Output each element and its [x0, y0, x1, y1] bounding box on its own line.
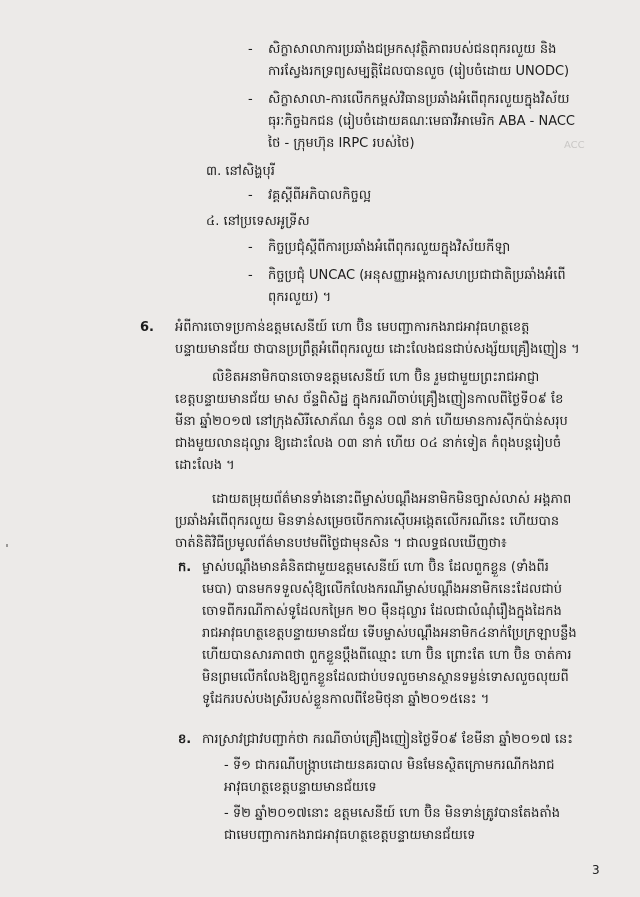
paragraph-line: ដោះលែង ។	[175, 458, 235, 473]
paragraph-line: លិខិតអនាមិកបានចោទឧត្តមសេនីយ៍ ហោ ប៊ិន រួមជាមួយព្រះរាជអាជ្ញា	[212, 370, 540, 385]
scan-speck	[6, 544, 8, 547]
item-line: រាជអាវុធហត្ថខេត្តបន្ទាយមានជ័យ ទើបម្ចាស់បណ្តឹងអនាមិក៤នាក់ប្រែក្រឡាបន្លឹង	[202, 626, 577, 641]
section-number: 6.	[140, 320, 154, 335]
bullet-line: ថៃ - ក្រុមហ៊ុន IRPC របស់ថៃ)	[268, 136, 415, 151]
item-sub-line: - ទី២ ឆ្នាំ២០១៧នោះ ឧត្តមសេនីយ៍ ហោ ប៊ិន មិនទាន់ត្រូវបានតែងតាំង	[224, 806, 561, 821]
bullet-line: កិច្ចប្រជុំស្តីពីការប្រឆាំងអំពើពុករលួយក្នុងវិស័យកីឡា	[268, 240, 511, 255]
paragraph-line: ជាងមួយលានដុល្លារ ឱ្យដោះលែង ០៣ នាក់ ហើយ ០៤ នាក់ទៀត កំពុងបន្តរៀបចំ	[175, 436, 562, 451]
subheading-singapore: ៣. នៅសិង្ហបុរី	[206, 164, 275, 179]
paragraph-line: មីនា ឆ្នាំ២០១៧ នៅក្រុងសិរីសោភ័ណ ចំនួន ០៧ នាក់ ហើយមានការស៊ីកប៉ាន់សរុប	[175, 414, 568, 429]
paragraph-line: ប្រឆាំងអំពើពុករលួយ មិនទាន់សម្រេចបើកការស៊ើបអង្កេតលើករណីនេះ ហើយបាន	[175, 514, 560, 529]
item-line: មិនព្រមលើកលែងឱ្យពួកខ្លួនដែលជាប់បទលួចមានស្ថានទម្ងន់ទោសលួចលុយពី	[202, 670, 569, 685]
item-sub-line: អាវុធហត្ថខេត្តបន្ទាយមានជ័យទេ	[224, 780, 377, 795]
paragraph-line: ចាត់និតិវិធីប្រមូលព័ត៌មានបឋមពីថ្ងៃជាមុនសិន ។ ជាលទ្ធផលឃើញថា៖	[175, 536, 507, 551]
bullet-dash: -	[248, 268, 253, 283]
bullet-line: សិក្ខាសាលា-ការលើកកម្ពស់វិធានប្រឆាំងអំពើពុករលួយក្នុងវិស័យ	[268, 92, 570, 107]
item-line: ទូដែករបស់បងស្រីរបស់ខ្លួនកាលពីខែមិថុនា ឆ្នាំ២០១៥នេះ ។	[202, 692, 490, 707]
bullet-dash: -	[248, 42, 253, 57]
faint-stamp: ACC	[564, 140, 585, 151]
bullet-dash: -	[248, 92, 253, 107]
item-line: ម្ចាស់បណ្តឹងមានគំនិតជាមួយឧត្តមសេនីយ៍ ហោ ប៊ិន ដែលពួកខ្លួន (ទាំងពីរ	[202, 560, 549, 575]
paragraph-line: ខេត្តបន្ទាយមានជ័យ មាស ច័ន្ទពិសិដ្ឋ ក្នុងករណីចាប់គ្រឿងញៀនកាលពីថ្ងៃទី០៩ ខែ	[175, 392, 564, 407]
subheading-austria: ៤. នៅប្រទេសអូទ្រីស	[206, 214, 310, 229]
bullet-line: កិច្ចប្រជុំ UNCAC (អនុសញ្ញាអង្គការសហប្រជាជាតិប្រឆាំងអំពើ	[268, 268, 566, 283]
page-number: 3	[592, 863, 600, 877]
item-label-kha: ខ.	[178, 732, 192, 747]
section-title-line: អំពីការចោទប្រកាន់ឧត្តមសេនីយ៍ ហោ ប៊ិន មេបញ្ជាការកងរាជអាវុធហត្ថខេត្ត	[175, 320, 530, 335]
bullet-line: ការស្វែងរកទ្រព្យសម្បត្តិដែលបានលួច (រៀបចំដោយ UNODC)	[268, 64, 570, 79]
item-line: ការស្រាវជ្រាវបញ្ជាក់ថា ករណីចាប់គ្រឿងញៀនថ្ងៃទី០៩ ខែមីនា ឆ្នាំ២០១៧ នេះ	[202, 732, 573, 747]
bullet-line: ពុករលួយ) ។	[268, 290, 332, 305]
paragraph-line: ដោយតម្រុយព័ត៌មានទាំងនោះពីម្ចាស់បណ្តឹងអនាមិកមិនច្បាស់លាស់ អង្គភាព	[212, 492, 572, 507]
item-line: ចោទពីករណីកាស់ទូដែលកម្រៃក ២០ ម៉ឺនដុល្លារ ដែលជាលំណុំរឿងក្នុងដៃកង	[202, 604, 562, 619]
bullet-line: វគ្គស្តីពីអភិបាលកិច្ចល្អ	[268, 188, 372, 203]
item-label-ka: ក.	[178, 560, 192, 575]
item-sub-line: - ទី១ ជាករណីបង្ក្រាបដោយនគរបាល មិនមែនស្ថិតក្រោមករណីកងរាជ	[224, 758, 555, 773]
bullet-line: សិក្ខាសាលាការប្រឆាំងជម្រកសុវត្ថិភាពរបស់ជនពុករលួយ និង	[268, 42, 557, 57]
bullet-dash: -	[248, 240, 253, 255]
item-line: ហើយបានសារភាពថា ពួកខ្លួនប្តឹងពីឈ្មោះ ហោ ប៊ិន ព្រោះតែ ហោ ប៊ិន ចាត់ការ	[202, 648, 572, 663]
section-title-line: បន្ទាយមានជ័យ ថាបានប្រព្រឹត្តអំពើពុករលួយ ដោះលែងជនជាប់សង្ស័យគ្រឿងញៀន ។	[175, 342, 580, 357]
bullet-dash: -	[248, 188, 253, 203]
item-sub-line: ជាមេបញ្ជាការកងរាជអាវុធហត្ថខេត្តបន្ទាយមានជ័យទេ	[224, 828, 476, 843]
item-line: មេបា) បានមកទទួលសុំឱ្យលើកលែងករណីម្ចាស់បណ្តឹងអនាមិកនេះដែលជាប់	[202, 582, 562, 597]
bullet-line: ធុរៈកិច្ចឯកជន (រៀបចំដោយគណៈមេធាវីអាមេរិក ABA - NACC	[268, 114, 576, 129]
